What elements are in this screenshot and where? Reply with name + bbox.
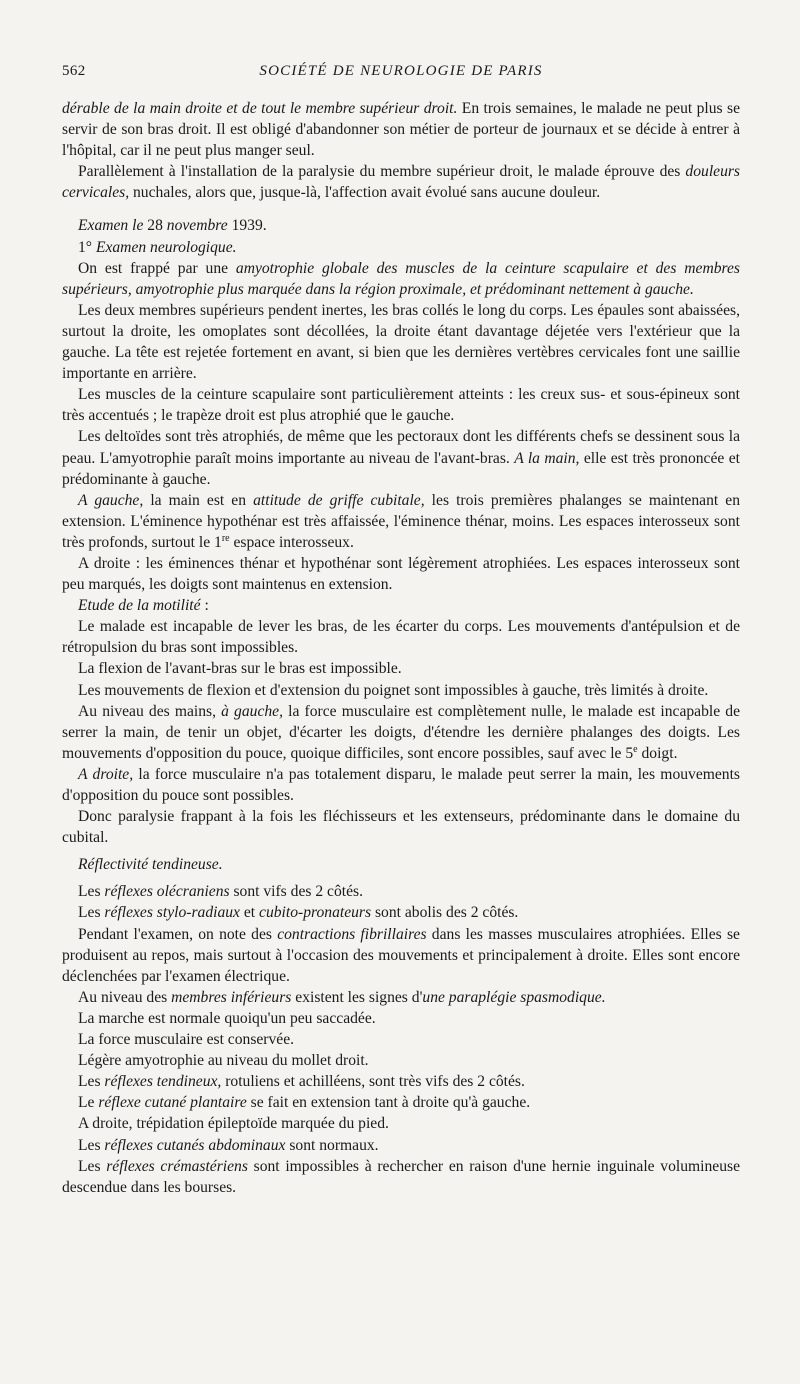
- text: espace interosseux.: [229, 533, 354, 551]
- running-head: SOCIÉTÉ DE NEUROLOGIE DE PARIS: [259, 63, 543, 79]
- text: 1°: [78, 238, 96, 256]
- paragraph: [62, 987, 740, 1008]
- section-heading: [62, 237, 740, 258]
- paragraph: A droite : les éminences thénar et hypothénar sont légèrement atrophiées. Les espaces interosseux sont peu marqués, les doigts sont maintenus en extension.: [62, 554, 740, 594]
- paragraph: [62, 1071, 740, 1092]
- paragraph: Le malade est incapable de lever les bras, de les écarter du corps. Les mouvements d'antépulsion et de rétropulsion du bras sont impossibles.: [62, 618, 740, 657]
- paragraph: [62, 426, 740, 489]
- italic-text: à gauche,: [221, 702, 283, 720]
- text: et: [239, 904, 260, 922]
- paragraph: [62, 881, 740, 902]
- text: sont impossibles à rechercher en raison d'une hernie inguinale volumineuse descendue dans les bourses.: [62, 1157, 740, 1196]
- italic-text: réflexes stylo-radiaux: [104, 904, 240, 922]
- paragraph: [62, 161, 740, 203]
- paragraph: [62, 701, 740, 764]
- paragraph: [62, 1135, 740, 1156]
- text: la force musculaire n'a pas totalement disparu, le malade peut serrer la main, les mouvements d'opposition du pouce sont possibles.: [62, 765, 740, 804]
- paragraph: [62, 924, 740, 987]
- text: sont normaux.: [285, 1136, 379, 1154]
- text: Les: [78, 1073, 105, 1091]
- italic-text: attitude de griffe cubitale,: [253, 491, 425, 509]
- article-body: [62, 98, 740, 1198]
- paragraph: [62, 490, 740, 553]
- text: rotuliens et achilléens, sont très vifs des 2 côtés.: [221, 1073, 525, 1091]
- text: Le: [78, 1094, 99, 1112]
- text: Au niveau des: [78, 988, 172, 1006]
- italic-text: réflexes olécraniens: [104, 883, 230, 901]
- text: Au niveau des mains,: [78, 702, 222, 720]
- italic-text: novembre: [166, 217, 228, 235]
- text: 1939.: [227, 217, 267, 235]
- text: :: [200, 597, 209, 615]
- text: doigt.: [637, 744, 678, 762]
- paragraph: Légère amyotrophie au niveau du mollet droit.: [78, 1052, 369, 1070]
- italic-text: Réflectivité tendineuse.: [78, 856, 223, 874]
- italic-text: réflexes cutanés abdominaux: [104, 1136, 286, 1154]
- text: Les: [78, 883, 105, 901]
- paragraph: Donc paralysie frappant à la fois les fléchisseurs et les extenseurs, prédominante dans le domaine du cubital.: [62, 808, 740, 847]
- italic-text: une paraplégie spasmodique.: [422, 988, 606, 1006]
- text: la main est en: [143, 491, 254, 509]
- paragraph: [62, 98, 740, 161]
- italic-text: réflexe cutané plantaire: [98, 1094, 247, 1112]
- italic-text: contractions fibrillaires: [277, 925, 427, 943]
- italic-text: A la main,: [514, 449, 580, 467]
- italic-text: douleurs cervicales,: [62, 163, 740, 202]
- text: sont abolis des 2 côtés.: [371, 904, 519, 922]
- paragraph: A droite, trépidation épileptoïde marquée du pied.: [78, 1115, 389, 1133]
- italic-text: réflexes crémastériens: [106, 1157, 248, 1175]
- paragraph: [62, 258, 740, 300]
- italic-text: A gauche,: [78, 491, 144, 509]
- text: On est frappé par une: [78, 259, 236, 277]
- superscript: e: [633, 743, 638, 755]
- paragraph: Les muscles de la ceinture scapulaire sont particulièrement atteints : les creux sus- et sous-épineux sont très accentués ; le trapèze droit est plus atrophié que le gauche.: [62, 386, 740, 425]
- italic-text: cubito-pronateurs: [259, 904, 372, 922]
- text: Les: [78, 1136, 105, 1154]
- paragraph: [62, 1156, 740, 1198]
- italic-text: membres inférieurs: [171, 988, 292, 1006]
- paragraph: La force musculaire est conservée.: [78, 1031, 295, 1049]
- subsection-heading: [62, 595, 740, 616]
- text: Les: [78, 904, 105, 922]
- text: existent les signes d': [291, 988, 423, 1006]
- italic-text: A droite,: [78, 765, 134, 783]
- paragraph: [62, 902, 740, 923]
- italic-text: dérable de la main droite et de tout le membre supérieur droit.: [62, 100, 458, 117]
- page-number: 562: [62, 63, 86, 79]
- text: sont vifs des 2 côtés.: [229, 883, 363, 901]
- subsection-heading: [62, 854, 740, 875]
- text: la force musculaire est complètement nulle, le malade est incapable de serrer la main, de tenir un objet, d'écarter les doigts, d'étendre les dernière phalanges des doigts. Les mouvements d'opposition du pouce, quoique difficiles, sont encore possibles, sauf avec le 5: [62, 702, 741, 762]
- text: Les deltoïdes sont très atrophiés, de même que les pectoraux dont les différents chefs se dessinent sous la peau. L'amyotrophie paraît moins importante au niveau de l'avant-bras.: [62, 428, 740, 467]
- italic-text: réflexes tendineux,: [104, 1073, 222, 1091]
- text: Parallèlement à l'installation de la paralysie du membre supérieur droit, le malade éprouve des: [78, 163, 686, 181]
- text: Pendant l'examen, on note des: [78, 925, 278, 943]
- paragraph: La marche est normale quoiqu'un peu saccadée.: [78, 1009, 376, 1027]
- paragraph: La flexion de l'avant-bras sur le bras est impossible.: [78, 660, 402, 678]
- italic-text: Etude de la motilité: [78, 597, 201, 615]
- paragraph: [62, 1092, 740, 1113]
- text: 28: [143, 217, 167, 235]
- text: En trois semaines, le malade ne peut plus se servir de son bras droit. Il est obligé d'abandonner son métier de porteur de journaux et se décide à entrer à l'hôpital, car il ne peut plus manger seul.: [62, 100, 740, 160]
- paragraph: Les mouvements de flexion et d'extension du poignet sont impossibles à gauche, très limités à droite.: [78, 681, 709, 699]
- text: Les: [78, 1157, 107, 1175]
- paragraph: Les deux membres supérieurs pendent inertes, les bras collés le long du corps. Les épaules sont abaissées, surtout la droite, les omoplates sont décollées, la droite étant davantage déjetée vers l'extérieur que la gauche. La tête est rejetée fortement en avant, si bien que les dernières vertèbres cervicales font une saillie importante en arrière.: [62, 301, 740, 383]
- italic-text: Examen neurologique.: [95, 238, 237, 256]
- text: les trois premières phalanges se maintenant en extension. L'éminence hypothénar est très affaissée, l'éminence thénar, moins. Les espaces interosseux sont très profonds, surtout le 1: [62, 491, 740, 551]
- superscript: re: [221, 532, 230, 544]
- italic-text: amyotrophie globale des muscles de la ceinture scapulaire et des membres supérieurs, amyotrophie plus marquée dans la région proximale, et prédominant nettement à gauche.: [62, 259, 740, 298]
- text: se fait en extension tant à droite qu'à gauche.: [246, 1094, 531, 1112]
- italic-text: Examen le: [78, 217, 144, 235]
- section-date: [62, 215, 740, 236]
- text: nuchales, alors que, jusque-là, l'affection avait évolué sans aucune douleur.: [129, 184, 601, 202]
- text: dans les masses musculaires atrophiées. Elles se produisent au repos, mais surtout à l'occasion des mouvements et principalement à droite. Elles sont encore déclenchées par l'examen électrique.: [62, 925, 740, 985]
- page-header: [62, 63, 740, 85]
- text: elle est très prononcée et prédominante à gauche.: [62, 449, 740, 488]
- paragraph: [62, 764, 740, 806]
